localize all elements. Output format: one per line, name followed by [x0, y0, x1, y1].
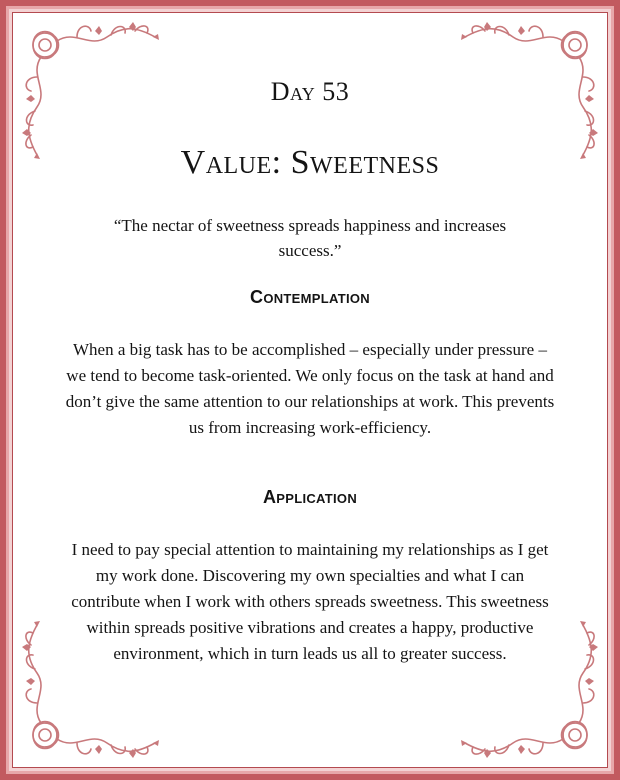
application-heading: Application [262, 487, 358, 507]
contemplation-heading: Contemplation [250, 287, 370, 307]
page-frame-inner [6, 6, 614, 774]
application-text: I need to pay special attention to maintaining my relationships as I get my work done. Discovering my own specialties and what I can contribute when I work with others spreads sweetness. This sweetness within spreads positive vibrations and creates a happy, productive environment, which in turn leads us all to greater success. [71, 540, 549, 663]
quote: “The nectar of sweetness spreads happiness and increases success.” [113, 216, 507, 260]
value-title: Value: Sweetness [180, 144, 440, 181]
contemplation-text: When a big task has to be accomplished – especially under pressure – we tend to become task-oriented. We only focus on the task at hand and don’t give the same attention to our relationships at work. This prevents us from increasing work-efficiency. [65, 340, 555, 437]
day-heading: Day 53 [270, 77, 350, 106]
page [12, 12, 608, 768]
